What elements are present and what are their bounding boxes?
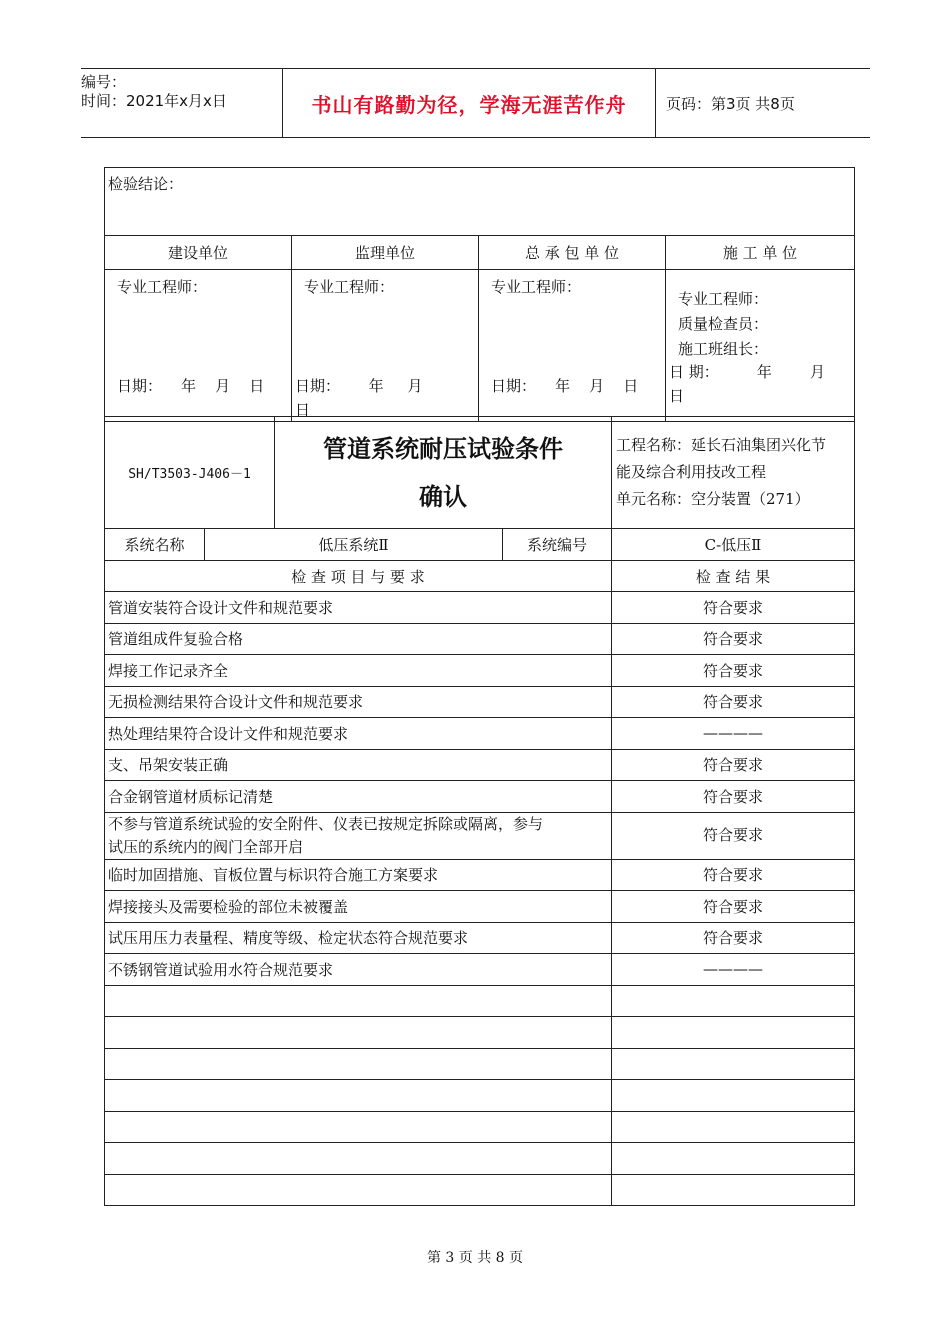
number-label: 编号： (81, 73, 127, 91)
check-item: 焊接工作记录齐全 (105, 655, 612, 687)
date-day: 日 (669, 387, 685, 405)
table-row (105, 686, 855, 718)
empty-row (105, 1048, 855, 1080)
check-result: ———— (612, 718, 855, 750)
project-name-line2: 能及综合利用技改工程 (616, 463, 767, 481)
empty-cell (612, 1017, 855, 1049)
time-label: 时间：2021年x月x日 (81, 92, 227, 110)
unit-supervisor: 监理单位 (292, 236, 479, 270)
table-row (105, 655, 855, 687)
form-title-line1: 管道系统耐压试验条件 (323, 434, 564, 463)
unit-name: 单元名称：空分装置（271） (616, 490, 810, 508)
page-code: 页码：第3页 共8页 (666, 94, 795, 113)
empty-row (105, 1111, 855, 1143)
empty-cell (105, 1143, 612, 1175)
form-code: SH/T3503-J406－1 (105, 417, 275, 529)
conclusion-cell (105, 168, 855, 236)
check-item-line2: 试压的系统内的阀门全部开启 (108, 837, 304, 856)
date-label: 日期： 年 月 日 (117, 377, 265, 395)
empty-row (105, 1143, 855, 1175)
check-result: 符合要求 (612, 922, 855, 954)
page-footer: 第 3 页 共 8 页 (426, 1250, 524, 1266)
check-result: ———— (612, 954, 855, 986)
table-row (105, 781, 855, 813)
empty-row (105, 1017, 855, 1049)
table-row (105, 891, 855, 923)
form-title-line2: 确认 (419, 482, 468, 511)
check-item-line1: 不参与管道系统试验的安全附件、仪表已按规定拆除或隔离，参与 (108, 814, 544, 833)
check-result: 符合要求 (612, 891, 855, 923)
empty-cell (105, 1080, 612, 1112)
empty-cell (105, 1048, 612, 1080)
check-item: 管道安装符合设计文件和规范要求 (105, 592, 612, 624)
check-result: 符合要求 (612, 859, 855, 891)
table-row (105, 954, 855, 986)
motto: 书山有路勤为径，学海无涯苦作舟 (282, 69, 656, 137)
check-item: 无损检测结果符合设计文件和规范要求 (105, 686, 612, 718)
project-info (612, 417, 855, 529)
sign-supervisor (292, 270, 479, 422)
check-result: 符合要求 (612, 781, 855, 813)
page-header (81, 68, 870, 138)
empty-cell (105, 985, 612, 1017)
date-label: 日期： 年 月 日 (491, 377, 639, 395)
check-items-header: 检 查 项 目 与 要 求 (105, 561, 612, 592)
form-title (275, 417, 612, 529)
check-item: 不锈钢管道试验用水符合规范要求 (105, 954, 612, 986)
empty-cell (612, 1048, 855, 1080)
empty-cell (612, 1111, 855, 1143)
check-results-header: 检 查 结 果 (612, 561, 855, 592)
table-row (105, 718, 855, 750)
date-label: 日期： 年 月 (295, 377, 423, 395)
check-item: 试压用压力表量程、精度等级、检定状态符合规范要求 (105, 922, 612, 954)
check-result: 符合要求 (612, 592, 855, 624)
project-name-line1: 工程名称：延长石油集团兴化节 (616, 436, 827, 454)
check-item: 合金钢管道材质标记清楚 (105, 781, 612, 813)
check-result: 符合要求 (612, 623, 855, 655)
unit-owner: 建设单位 (105, 236, 292, 270)
empty-cell (612, 1174, 855, 1206)
table-row (105, 859, 855, 891)
engineer-label: 专业工程师： (491, 278, 582, 296)
header-meta (81, 69, 282, 137)
check-result: 符合要求 (612, 655, 855, 687)
check-result: 符合要求 (612, 749, 855, 781)
engineer-label: 专业工程师： (678, 290, 769, 308)
signature-table (104, 167, 855, 422)
empty-cell (105, 1111, 612, 1143)
empty-cell (105, 1174, 612, 1206)
system-code-label: 系统编号 (503, 529, 612, 561)
engineer-label: 专业工程师： (117, 278, 208, 296)
sign-owner (105, 270, 292, 422)
check-item: 热处理结果符合设计文件和规范要求 (105, 718, 612, 750)
check-item: 支、吊架安装正确 (105, 749, 612, 781)
check-item (105, 812, 612, 859)
unit-construction: 施 工 单 位 (666, 236, 855, 270)
check-item: 焊接接头及需要检验的部位未被覆盖 (105, 891, 612, 923)
system-name-value: 低压系统Ⅱ (205, 529, 503, 561)
table-row (105, 623, 855, 655)
table-row (105, 749, 855, 781)
system-name-label: 系统名称 (105, 529, 205, 561)
table-row (105, 922, 855, 954)
team-leader-label: 施工班组长： (678, 340, 769, 358)
check-result: 符合要求 (612, 686, 855, 718)
empty-row (105, 1080, 855, 1112)
inspection-table (104, 416, 855, 1206)
empty-cell (612, 1080, 855, 1112)
empty-row (105, 985, 855, 1017)
check-item: 管道组成件复验合格 (105, 623, 612, 655)
empty-row (105, 1174, 855, 1206)
unit-general-contractor: 总 承 包 单 位 (479, 236, 666, 270)
empty-cell (612, 1143, 855, 1175)
sign-general-contractor (479, 270, 666, 422)
table-row (105, 812, 855, 859)
date-day: 日 (295, 401, 311, 419)
system-code-value: C-低压Ⅱ (612, 529, 855, 561)
conclusion-label: 检验结论： (108, 175, 184, 193)
engineer-label: 专业工程师： (304, 278, 395, 296)
sign-construction (666, 270, 855, 422)
table-row (105, 592, 855, 624)
check-result: 符合要求 (612, 812, 855, 859)
date-label: 日 期： 年 月 (669, 363, 826, 381)
empty-cell (612, 985, 855, 1017)
check-item: 临时加固措施、盲板位置与标识符合施工方案要求 (105, 859, 612, 891)
inspector-label: 质量检查员： (678, 315, 769, 333)
empty-cell (105, 1017, 612, 1049)
